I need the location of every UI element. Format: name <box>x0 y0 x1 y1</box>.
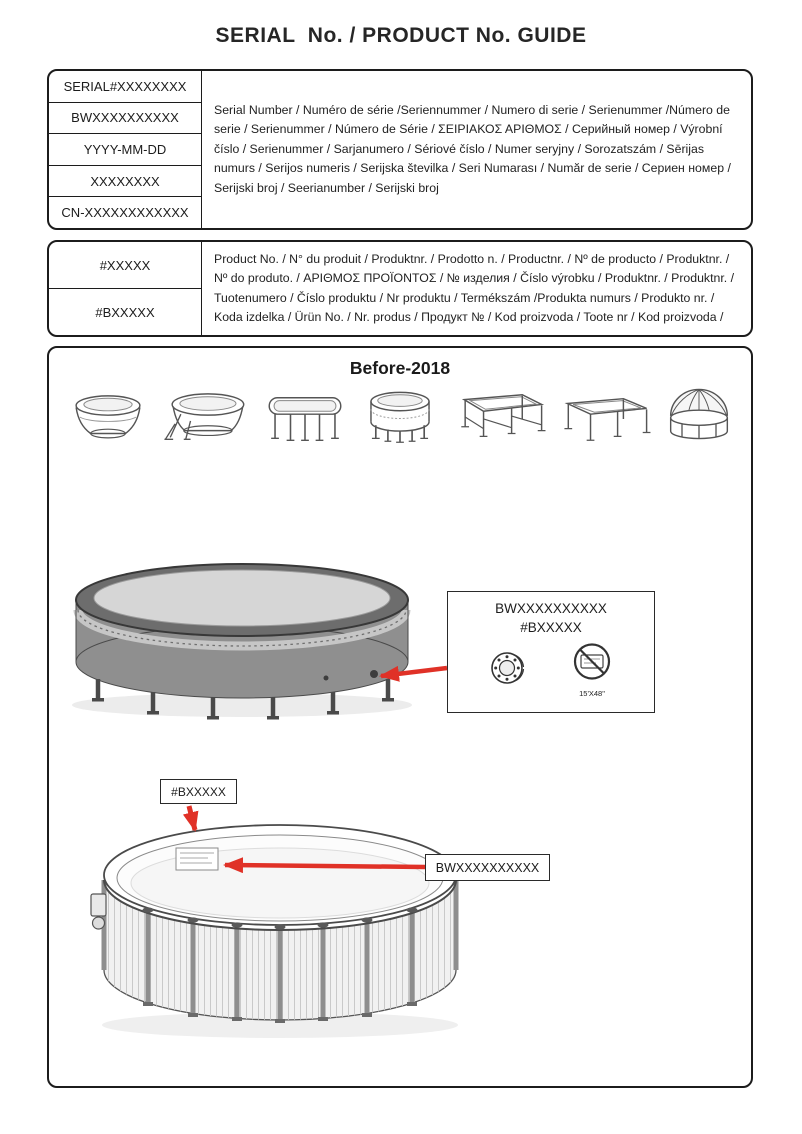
steel-pool-serial-callout: BWXXXXXXXXXX <box>425 854 550 881</box>
serial-code-text: SERIAL#XXXXXXXX <box>63 78 187 94</box>
product-codes-column <box>49 242 202 335</box>
product-description <box>202 242 751 335</box>
serial-sticker-on-pool <box>176 848 218 870</box>
serial-code-text: YYYY-MM-DD <box>83 141 167 157</box>
product-code-plain <box>49 242 201 289</box>
frame-pool-illustration <box>68 552 418 724</box>
serial-code-text: CN-XXXXXXXXXXXX <box>61 205 189 221</box>
serial-codes-column <box>49 71 202 228</box>
steel-wall-pool-illustration <box>90 818 462 1050</box>
serial-code-bw <box>49 103 201 135</box>
callout-product-code: #BXXXXX <box>520 620 582 635</box>
serial-description-text: Serial Number / Numéro de série /Seriennummer / Numero di serie / Serienummer /Número de serie / Serienummer / Número de Série / ΣΕΙΡΙΑΚΟΣ ΑΡΙΘΜΟΣ / Серийный номер / Výrobní číslo / Serienummer / Sarjanumero / Sériové číslo / Numer seryjny / Sorozatszám / Sērijas numurs / Serijos numeris / Serijska številka / Seri Numarası / Număr de serie / Сериен номер / Serijski broj / Seerianumber / Serijski broj <box>214 102 731 195</box>
product-code-b <box>49 289 201 335</box>
diagram-heading: Before-2018 <box>349 358 451 378</box>
serial-code-cn <box>49 197 201 228</box>
round-frame-pool-icon <box>360 388 440 448</box>
product-number-box <box>47 240 753 337</box>
serial-code-text: XXXXXXXX <box>90 173 160 189</box>
product-code-text: #BXXXXX <box>95 304 155 320</box>
diagram-box <box>47 346 753 1088</box>
serial-description <box>202 71 751 228</box>
dome-canopy-pool-icon <box>663 380 735 448</box>
page-title: SERIAL No. / PRODUCT No. GUIDE <box>215 24 587 47</box>
serial-code-format <box>49 71 201 103</box>
product-code-text: #XXXXX <box>99 257 151 273</box>
skimmer-pump <box>91 894 106 929</box>
inlet-fitting-icon <box>483 640 537 694</box>
product-description-text: Product No. / N° du produit / Produktnr. / Prodotto n. / Productnr. / Nº de producto / Produktnr. / Nº do produto. / ΑΡΙΘΜΟΣ ΠΡΟΪΟΝΤΟΣ / № изделия / Číslo výrobku / Produktnr. / Produktnr. / Tuotenumero / Číslo produktu / Nr produktu / Termékszám /Produkta numurs / Produkto nr. / Koda izdelka / Ürün No. / Nr. produs / Продукт № / Kod proizvoda / Toote nr / Kod proizvoda / <box>214 251 735 324</box>
oval-frame-pool-icon <box>260 390 350 448</box>
callout-icons <box>448 640 654 698</box>
oval-fast-set-pool-icon <box>161 390 251 448</box>
serial-code-date <box>49 134 201 166</box>
pool-types-row <box>61 376 739 448</box>
crossed-label-group <box>565 640 619 698</box>
frame-pool-callout <box>447 591 655 713</box>
inlet-fitting-on-pool <box>370 670 378 678</box>
pool-size-label: 15'X48" <box>579 689 605 698</box>
rect-frame-pool-icon <box>559 390 653 448</box>
steel-pool-product-callout: #BXXXXX <box>160 779 237 804</box>
serial-code-plain <box>49 166 201 198</box>
serial-number-box <box>47 69 753 230</box>
rect-frame-brace-pool-icon <box>450 388 550 448</box>
inflatable-ring-pool-icon <box>65 392 151 448</box>
callout-serial-code: BWXXXXXXXXXX <box>495 601 607 616</box>
crossed-out-label-icon <box>565 640 619 684</box>
serial-code-text: BWXXXXXXXXXX <box>71 110 179 126</box>
